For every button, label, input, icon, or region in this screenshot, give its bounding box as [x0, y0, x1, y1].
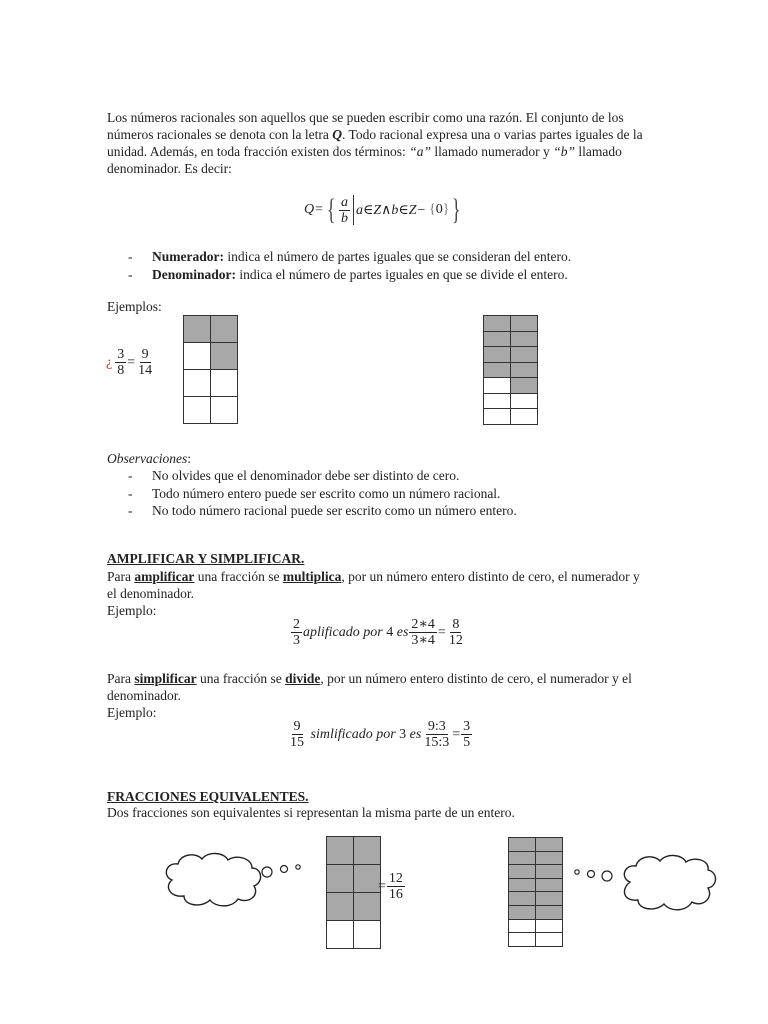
- examples-question: ¿ $\frac{3}{8}$ = $\frac{9}{14}$: [106, 347, 153, 378]
- grid-cell: [327, 865, 354, 893]
- grid-cell: [484, 316, 511, 332]
- intro-line-3: unidad. Además, en toda fracción existen dos términos: “a” llamado numerador y “b” llamado: [107, 144, 622, 159]
- grid-cell: [509, 933, 536, 947]
- fraction-grid-3-8: [183, 315, 238, 424]
- observation-item: - No olvides que el denominador debe ser distinto de cero.: [128, 467, 517, 485]
- grid-cell: [536, 865, 563, 879]
- grid-cell: [211, 370, 238, 397]
- simplify-example-label: Ejemplo:: [107, 705, 157, 720]
- simplify-formula: $\frac{9}{15}$ simlificado por 3 es $\frac{9:3}{15:3}$ = $\frac{3}{5}$: [290, 719, 471, 750]
- definitions-list: [128, 248, 571, 283]
- observations-list: [128, 467, 517, 520]
- grid-cell: [511, 409, 538, 425]
- grid-cell: [211, 397, 238, 424]
- intro-line-1: Los números racionales son aquellos que se pueden escribir como una razón. El conjunto de los: [107, 110, 624, 125]
- right-brace: }: [452, 193, 461, 226]
- grid-cell: [484, 347, 511, 363]
- equivalent-text: Dos fracciones son equivalentes si representan la misma parte de un entero.: [107, 805, 515, 820]
- set-fraction: $\frac{a}{b}$: [340, 194, 348, 226]
- question-mark: ¿: [106, 354, 113, 370]
- grid-cell: [536, 933, 563, 947]
- grid-cell: [184, 397, 211, 424]
- grid-cell: [511, 347, 538, 363]
- examples-label: Ejemplos:: [107, 299, 162, 314]
- grid-cell: [354, 893, 381, 921]
- observations-label: Observaciones:: [107, 451, 191, 466]
- grid-cell: [511, 378, 538, 394]
- grid-cell: [327, 921, 354, 949]
- grid-cell: [509, 852, 536, 866]
- grid-cell: [184, 343, 211, 370]
- thought-cloud-right-icon: [572, 852, 718, 914]
- grid-cell: [509, 879, 536, 893]
- amplify-paragraph: Para amplificar una fracción se multiplica, por un número entero distinto de cero, el numerador y el denominador. Ejemplo:: [107, 568, 661, 619]
- equivalent-fraction: = $\frac{12}{16}$: [378, 871, 403, 902]
- grid-cell: [536, 879, 563, 893]
- grid-cell: [484, 409, 511, 425]
- grid-cell: [511, 316, 538, 332]
- grid-cell: [484, 378, 511, 394]
- grid-cell: [536, 906, 563, 920]
- grid-cell: [511, 394, 538, 410]
- thought-cloud-left-icon: [160, 850, 310, 910]
- grid-cell: [484, 394, 511, 410]
- grid-cell: [484, 332, 511, 348]
- grid-cell: [327, 893, 354, 921]
- fraction-9-14: $\frac{9}{14}$: [138, 347, 153, 378]
- grid-cell: [536, 892, 563, 906]
- grid-cell: [509, 920, 536, 934]
- grid-cell: [354, 865, 381, 893]
- heading-equivalentes: FRACCIONES EQUIVALENTES.: [107, 789, 309, 804]
- grid-cell: [484, 363, 511, 379]
- intro-line-2: números racionales se denota con la letra Q. Todo racional expresa una o varias partes iguales de la: [107, 127, 643, 142]
- amplify-formula: $\frac{2}{3}$ aplificado por 4 es $\frac{2∗4}{3∗4}$ = $\frac{8}{12}$: [293, 617, 463, 648]
- grid-cell: [511, 363, 538, 379]
- grid-cell: [509, 865, 536, 879]
- grid-cell: [327, 837, 354, 865]
- heading-amplificar: AMPLIFICAR Y SIMPLIFICAR.: [107, 551, 305, 566]
- fraction-12-16: $\frac{12}{16}$: [388, 871, 403, 902]
- intro-line-4: denominador. Es decir:: [107, 161, 232, 176]
- observation-item: - Todo número entero puede ser escrito como un número racional.: [128, 485, 517, 503]
- grid-cell: [509, 838, 536, 852]
- left-brace: {: [326, 193, 336, 226]
- grid-cell: [211, 316, 238, 343]
- definition-denominador: - Denominador: indica el número de partes iguales en que se divide el entero.: [128, 266, 571, 284]
- equivalent-grid-left: [326, 836, 381, 949]
- grid-cell: [354, 837, 381, 865]
- grid-cell: [211, 343, 238, 370]
- definition-numerador: - Numerador: indica el número de partes iguales que se consideran del entero.: [128, 248, 571, 266]
- grid-cell: [354, 921, 381, 949]
- set-formula: Q= { $\frac{a}{b}$ a∈Z∧b∈Z− { 0 } }: [304, 193, 461, 226]
- intro-paragraph: [107, 109, 661, 177]
- grid-cell: [536, 920, 563, 934]
- grid-cell: [511, 332, 538, 348]
- amplify-example-label: Ejemplo:: [107, 603, 157, 618]
- observation-item: - No todo número racional puede ser escrito como un número entero.: [128, 502, 517, 520]
- grid-cell: [509, 906, 536, 920]
- fraction-grid-9-14: [483, 315, 538, 425]
- grid-cell: [509, 892, 536, 906]
- grid-cell: [536, 852, 563, 866]
- fraction-3-8: $\frac{3}{8}$: [117, 347, 125, 378]
- set-bar: [353, 195, 354, 225]
- grid-cell: [184, 370, 211, 397]
- grid-cell: [184, 316, 211, 343]
- simplify-paragraph: Para simplificar una fracción se divide, por un número entero distinto de cero, el numerador y el denominador. Ejemplo:: [107, 670, 661, 721]
- grid-cell: [536, 838, 563, 852]
- equivalent-grid-right: [508, 837, 563, 947]
